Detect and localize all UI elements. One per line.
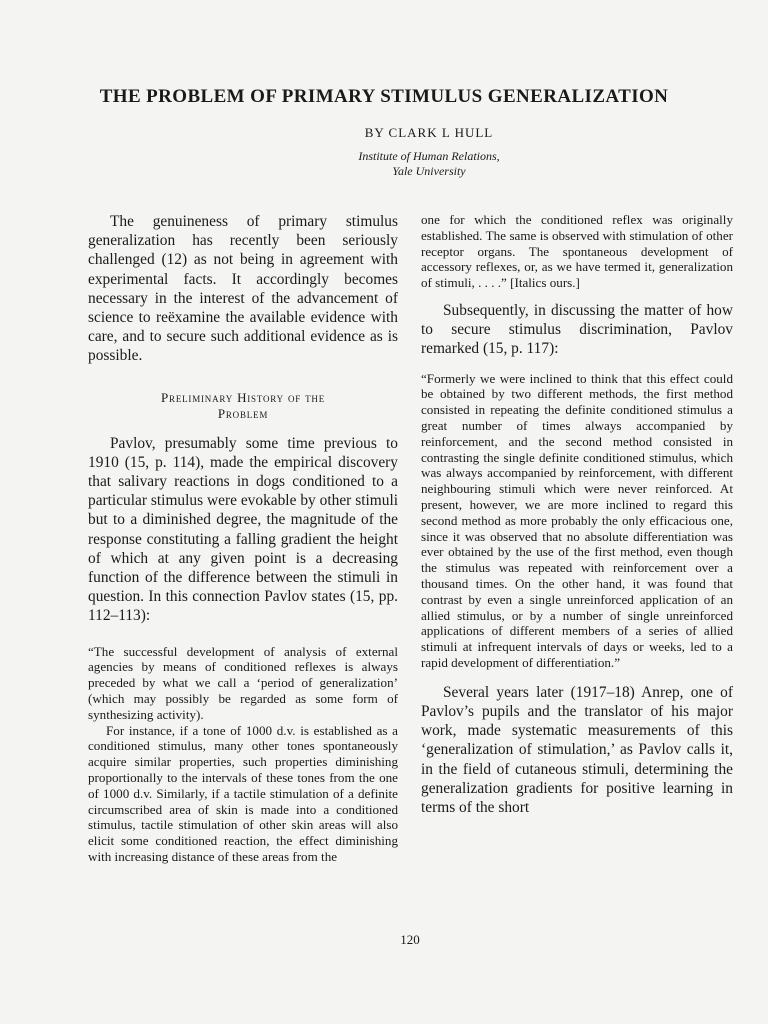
pavlov-quote-paragraph-2: For instance, if a tone of 1000 d.v. is established as a conditioned stimulus, many other tones spontaneously acquire similar properties, such properties diminishing proportionally to the intervals of these tones from the one of 1000 d.v. Similarly, if a tactile stimulation of a definite circumscribed area of skin is made into a conditioned stimulus, tactile stimulation of other skin areas will also elicit some conditioned reaction, the effect diminishing with increasing distance of these areas from the	[88, 722, 398, 865]
intro-paragraph: The genuineness of primary stimulus generalization has recently been seriously challenged (12) as not being in agreement with experimental facts. It accordingly becomes necessary in the interest of the advancement of science to reëxamine the available evidence with care, and to secure such additional evidence as is possible.	[88, 213, 398, 365]
author-byline: BY CLARK L HULL	[364, 125, 494, 140]
article-title	[0, 86, 768, 107]
page-number: 120	[400, 932, 420, 947]
pavlov-quote-continuation: one for which the conditioned reflex was originally established. The same is observed with stimulation of other receptor organs. The spontaneous development of accessory reflexes, or, as we have termed it, generalization of stimuli, . . . .” [Italics ours.]	[421, 212, 733, 291]
author-affiliation	[0, 149, 768, 179]
pavlov-quote-2: “Formerly we were inclined to think that this effect could be obtained by two different methods, the first method consisted in repeating the definite conditioned stimulus a great number of times always accompanied by reinforcement, and the second method consisted in contrasting the single definite conditioned stimulus, which was always accompanied by reinforcement, with different neighbouring stimuli which were never reinforced. At present, however, we are more inclined to regard this second method as more probably the only efficacious one, since it was observed that no absolute differentiation was ever obtained by the use of the first method, even though the stimulus was repeated with reinforcement over a thousand times. On the other hand, it was found that contrast by even a single unreinforced application of an allied stimulus, or by a number of single unreinforced applications of different members of a series of allied stimuli at infrequent intervals of days or weeks, led to a rapid development of differentiation.”	[421, 370, 733, 670]
left-column	[88, 212, 398, 865]
article-title-text: THE PROBLEM OF PRIMARY STIMULUS GENERALIZATION	[99, 86, 669, 107]
anrep-paragraph: Several years later (1917–18) Anrep, one of Pavlov’s pupils and the translator of his major work, made systematic measurements of this ‘generalization of stimulation,’ as Pavlov calls it, in the field of cutaneous stimuli, determining the generalization gradients for positive learning in terms of the short	[421, 683, 733, 816]
discrimination-paragraph: Subsequently, in discussing the matter of how to secure stimulus discrimination, Pavlov remarked (15, p. 117):	[421, 301, 733, 358]
affiliation-line-1: Institute of Human Relations,	[358, 149, 500, 163]
section-heading	[88, 390, 398, 422]
right-column	[421, 212, 733, 817]
article-header	[0, 86, 768, 179]
section-heading-line-1: Preliminary History of the	[160, 389, 325, 405]
section-heading-line-2: Problem	[217, 405, 269, 421]
affiliation-line-2: Yale University	[392, 164, 466, 178]
pavlov-quote-paragraph-1: “The successful development of analysis of external agencies by means of conditioned reflexes is always preceded by what we call a ‘period of generalization’ (which may possibly be regarded as some form of synthesizing activity).	[88, 643, 398, 722]
history-paragraph: Pavlov, presumably some time previous to 1910 (15, p. 114), made the empirical discovery that salivary reactions in dogs conditioned to a particular stimulus were evokable by other stimuli but to a diminished degree, the magnitude of the response constituting a falling gradient the height of which at any given point is a decreasing function of the difference between the stimuli in question. In this connection Pavlov states (15, pp. 112–113):	[88, 434, 398, 625]
